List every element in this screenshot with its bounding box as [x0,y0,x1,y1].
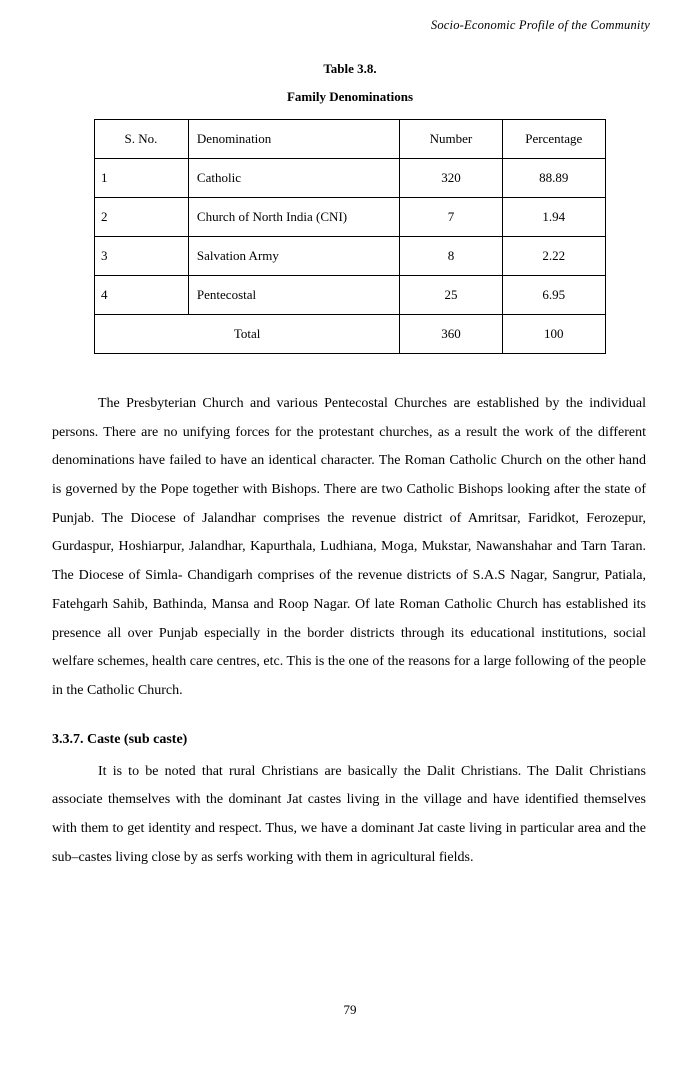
section-heading-caste: 3.3.7. Caste (sub caste) [52,731,188,747]
table-body [95,159,606,354]
body-paragraph-1: The Presbyterian Church and various Pentecostal Churches are established by the individual persons. There are no unifying forces for the protestant churches, as a result the work of the different denominations have failed to have an identical character. The Roman Catholic Church on the other hand is governed by the Pope together with Bishops. There are two Catholic Bishops looking after the state of Punjab. The Diocese of Jalandhar comprises the revenue district of Amritsar, Faridkot, Ferozepur, Gurdaspur, Hoshiarpur, Jalandhar, Kapurthala, Ludhiana, Moga, Mukstar, Nawanshahar and Tarn Taran. The Diocese of Simla- Chandigarh comprises of the revenue districts of S.A.S Nagar, Sangrur, Patiala, Fatehgarh Sahib, Bathinda, Mansa and Roop Nagar. Of late Roman Catholic Church has established its presence all over Punjab especially in the border districts through its educational institutions, social welfare schemes, health care centres, etc. This is the one of the reasons for a large following of the people in the Catholic Church. [52,396,646,698]
table-caption: Table 3.8. [323,61,377,76]
body-paragraph-2: It is to be noted that rural Christians are basically the Dalit Christians. The Dalit Christians associate themselves with the dominant Jat castes living in the village and have identified themselves with them to get identity and respect. Thus, we have a dominant Jat caste living in particular area and the sub–castes living close by as serfs working with them in agricultural fields. [52,763,646,865]
table-row [95,276,606,315]
cell-percentage: 6.95 [502,276,605,315]
column-header-number: Number [400,120,502,159]
table-total-row [95,315,606,354]
cell-total-number: 360 [400,315,502,354]
cell-sno: 3 [95,237,189,276]
column-header-denomination: Denomination [188,120,399,159]
table-row [95,198,606,237]
cell-number: 25 [400,276,502,315]
table-row [95,159,606,198]
cell-percentage: 2.22 [502,237,605,276]
cell-total-label: Total [95,315,400,354]
column-header-sno: S. No. [95,120,189,159]
cell-sno: 1 [95,159,189,198]
running-head: Socio-Economic Profile of the Community [430,18,650,32]
cell-percentage: 1.94 [502,198,605,237]
cell-denomination: Pentecostal [188,276,399,315]
table-title: Family Denominations [286,89,414,104]
page-number: 79 [343,1002,357,1017]
table-row [95,237,606,276]
cell-number: 7 [400,198,502,237]
body-paragraph-2-container [30,758,670,873]
family-denominations-table [94,119,606,354]
cell-denomination: Church of North India (CNI) [188,198,399,237]
column-header-percentage: Percentage [502,120,605,159]
cell-denomination: Catholic [188,159,399,198]
body-paragraph-1-container [30,390,670,706]
cell-percentage: 88.89 [502,159,605,198]
table-header [95,120,606,159]
cell-sno: 4 [95,276,189,315]
cell-number: 320 [400,159,502,198]
cell-denomination: Salvation Army [188,237,399,276]
cell-number: 8 [400,237,502,276]
cell-total-percentage: 100 [502,315,605,354]
cell-sno: 2 [95,198,189,237]
table-header-row [95,120,606,159]
